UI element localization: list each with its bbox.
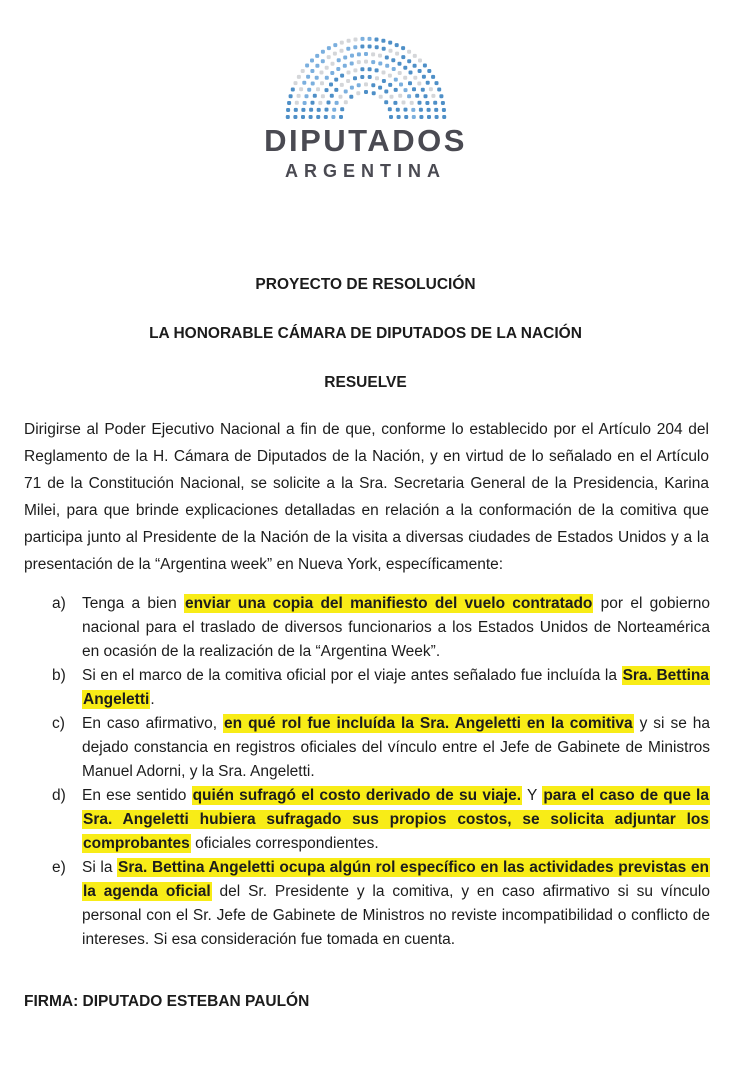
list-item: d) En ese sentido quién sufragó el costo derivado de su viaje. Y para el caso de que la Sra. Angeletti hubiera sufragado sus propios costos, se solicita adjuntar los comprobantes oficiales correspondientes. <box>52 784 710 856</box>
list-item-marker: d) <box>52 787 66 804</box>
intro-paragraph: Dirigirse al Poder Ejecutivo Nacional a fin de que, conforme lo establecido por el Artículo 204 del Reglamento de la H. Cámara de Diputados de la Nación, y en virtud de lo señalado en el Artículo 71 de la Constitución Nacional, se solicite a la Sra. Secretaria General de la Presidencia, Karina Milei, para que brinde explicaciones detalladas en relación a la conformación de la comitiva que participa junto al Presidente de la Nación de la visita a diversas ciudades de Estados Unidos y a la presentación de la “Argentina week” en Nueva York, específicamente: <box>24 421 709 573</box>
list-item: c) En caso afirmativo, en qué rol fue incluída la Sra. Angeletti en la comitiva y si se ha dejado constancia en registros oficiales del vínculo entre el Jefe de Gabinete de Ministros Manuel Adorni, y la Sra. Angeletti. <box>52 712 710 784</box>
highlighted-text: Sra. Bettina Angeletti ocupa algún rol específico en las actividades previstas en la agenda oficial <box>83 859 709 900</box>
list-item-marker: b) <box>52 667 66 684</box>
highlighted-text: enviar una copia del manifiesto del vuelo contratado <box>184 595 593 612</box>
list-item: a) Tenga a bien enviar una copia del manifiesto del vuelo contratado por el gobierno nacional para el traslado de diversos funcionarios a los Estados Unidos de Norteamérica en ocasión de la realización de la “Argentina Week”. <box>52 592 710 664</box>
request-list <box>52 592 710 952</box>
hemicycle-logo-icon <box>280 30 452 120</box>
highlighted-text: Sra. Bettina Angeletti <box>83 667 709 708</box>
list-item: b) Si en el marco de la comitiva oficial por el viaje antes señalado fue incluída la Sra. Bettina Angeletti. <box>52 664 710 712</box>
highlighted-text: quién sufragó el costo derivado de su viaje. <box>192 787 522 804</box>
list-item-marker: e) <box>52 859 66 876</box>
heading-chamber: LA HONORABLE CÁMARA DE DIPUTADOS DE LA NACIÓN <box>149 325 582 342</box>
list-item: e) Si la Sra. Bettina Angeletti ocupa algún rol específico en las actividades previstas en la agenda oficial del Sr. Presidente y la comitiva, y en caso afirmativo si su vínculo personal con el Sr. Jefe de Gabinete de Ministros no reviste incompatibilidad o conflicto de intereses. Si esa consideración fue tomada en cuenta. <box>52 856 710 952</box>
highlighted-text: en qué rol fue incluída la Sra. Angeletti en la comitiva <box>224 715 633 732</box>
heading-project-type: PROYECTO DE RESOLUCIÓN <box>255 276 476 293</box>
logo <box>0 0 731 183</box>
signature-line: FIRMA: DIPUTADO ESTEBAN PAULÓN <box>24 993 310 1010</box>
logo-subtitle: ARGENTINA <box>285 161 446 181</box>
heading-resolves: RESUELVE <box>324 374 407 391</box>
list-item-marker: c) <box>52 715 65 732</box>
list-item-marker: a) <box>52 595 66 612</box>
highlighted-text: para el caso de que la Sra. Angeletti hubiera sufragado sus propios costos, se solicita adjuntar los comprobantes <box>83 787 709 852</box>
logo-title: DIPUTADOS <box>264 123 467 158</box>
